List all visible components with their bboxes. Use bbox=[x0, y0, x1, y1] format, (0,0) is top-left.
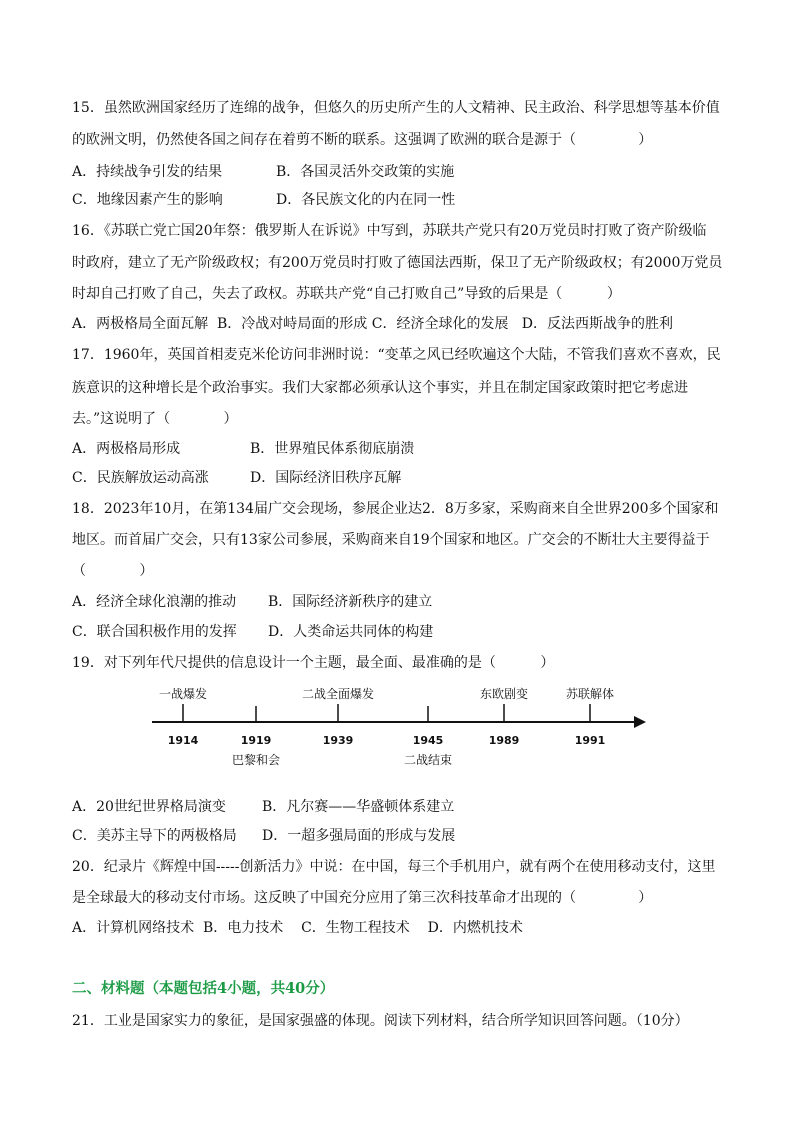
timeline-event-label: 一战爆发 bbox=[158, 687, 208, 701]
q17-line-3: 去。”这说明了（ ） bbox=[72, 411, 238, 427]
q15-option-a: A．持续战争引发的结果 bbox=[72, 164, 223, 180]
q17-line-2: 族意识的这种增长是个政治事实。我们大家都必须承认这个事实，并且在制定国家政策时把它考虑进 bbox=[72, 380, 688, 396]
q18-line-1: 18．2023年10月，在第134届广交会现场，参展企业达2．8万多家，采购商来自全世界200多个国家和 bbox=[72, 501, 719, 517]
q17-option-b: B．世界殖民体系彻底崩溃 bbox=[250, 441, 415, 457]
q18-option-b: B．国际经济新秩序的建立 bbox=[268, 594, 433, 610]
q20-line-1: 20．纪录片《辉煌中国-----创新活力》中说：在中国，每三个手机用户，就有两个在使用移动支付，这里 bbox=[72, 859, 716, 875]
timeline-year-label: 1914 bbox=[167, 734, 199, 747]
q17-option-c: C．民族解放运动高涨 bbox=[72, 470, 209, 486]
section-heading: 二、材料题（本题包括4小题，共40分） bbox=[72, 980, 335, 997]
q17-line-1: 17．1960年，英国首相麦克米伦访问非洲时说：“变革之风已经吹遍这个大陆，不管我们喜欢不喜欢，民 bbox=[72, 347, 721, 363]
q15-option-b: B．各国灵活外交政策的实施 bbox=[276, 164, 455, 180]
timeline-year-label: 1991 bbox=[574, 734, 606, 747]
q18-option-a: A．经济全球化浪潮的推动 bbox=[72, 594, 237, 610]
q16-options: A．两极格局全面瓦解 B．冷战对峙局面的形成 C．经济全球化的发展 D．反法西斯战争的胜利 bbox=[72, 316, 674, 332]
timeline-event-label: 东欧剧变 bbox=[479, 687, 529, 701]
q16-line-3: 时却自己打败了自己，失去了政权。苏联共产党“自己打败自己”导致的后果是（ ） bbox=[72, 286, 621, 302]
q20-line-2: 是全球最大的移动支付市场。这反映了中国充分应用了第三次科技革命才出现的（ ） bbox=[72, 890, 653, 906]
q19-line-1: 19．对下列年代尺提供的信息设计一个主题，最全面、最准确的是（ ） bbox=[72, 655, 555, 671]
timeline-event-label: 巴黎和会 bbox=[231, 753, 281, 767]
timeline-year-label: 1919 bbox=[240, 734, 272, 747]
q19-option-a: A．20世纪世界格局演变 bbox=[72, 799, 226, 815]
timeline-year-label: 1945 bbox=[412, 734, 444, 747]
q20-options: A．计算机网络技术 B．电力技术 C．生物工程技术 D．内燃机技术 bbox=[72, 920, 523, 936]
q19-option-b: B．凡尔赛——华盛顿体系建立 bbox=[262, 799, 455, 815]
q18-option-c: C．联合国积极作用的发挥 bbox=[72, 624, 237, 640]
q21-line-1: 21．工业是国家实力的象征，是国家强盛的体现。阅读下列材料，结合所学知识回答问题。（10分） bbox=[72, 1013, 689, 1029]
q18-option-d: D．人类命运共同体的构建 bbox=[268, 624, 434, 640]
q19-option-c: C．美苏主导下的两极格局 bbox=[72, 828, 237, 844]
timeline-event-label: 苏联解体 bbox=[565, 687, 615, 701]
q17-option-d: D．国际经济旧秩序瓦解 bbox=[250, 470, 402, 486]
q15-line-1: 15．虽然欧洲国家经历了连绵的战争，但悠久的历史所产生的人文精神、民主政治、科学思想等基本价值 bbox=[72, 100, 720, 116]
q19-option-d: D．一超多强局面的形成与发展 bbox=[262, 828, 456, 844]
timeline-year-label: 1989 bbox=[488, 734, 520, 747]
q16-line-2: 时政府，建立了无产阶级政权；有200万党员时打败了德国法西斯，保卫了无产阶级政权；有2000万党员 bbox=[72, 255, 723, 271]
timeline-diagram bbox=[150, 684, 650, 774]
q15-option-c: C．地缘因素产生的影响 bbox=[72, 192, 223, 208]
q18-line-2: 地区。而首届广交会，只有13家公司参展，采购商来自19个国家和地区。广交会的不断壮大主要得益于 bbox=[72, 532, 710, 548]
timeline-event-label: 二战全面爆发 bbox=[301, 687, 375, 701]
q17-option-a: A．两极格局形成 bbox=[72, 441, 181, 457]
q15-line-2: 的欧洲文明，仍然使各国之间存在着剪不断的联系。这强调了欧洲的联合是源于（ ） bbox=[72, 132, 653, 148]
timeline-event-label: 二战结束 bbox=[403, 753, 453, 767]
q15-option-d: D．各民族文化的内在同一性 bbox=[276, 192, 456, 208]
timeline-arrowhead bbox=[634, 716, 646, 728]
q18-line-3: （ ） bbox=[72, 563, 154, 579]
timeline-year-label: 1939 bbox=[322, 734, 354, 747]
q16-line-1: 16．《苏联亡党亡国20年祭：俄罗斯人在诉说》中写到，苏联共产党只有20万党员时打败了资产阶级临 bbox=[72, 223, 707, 239]
